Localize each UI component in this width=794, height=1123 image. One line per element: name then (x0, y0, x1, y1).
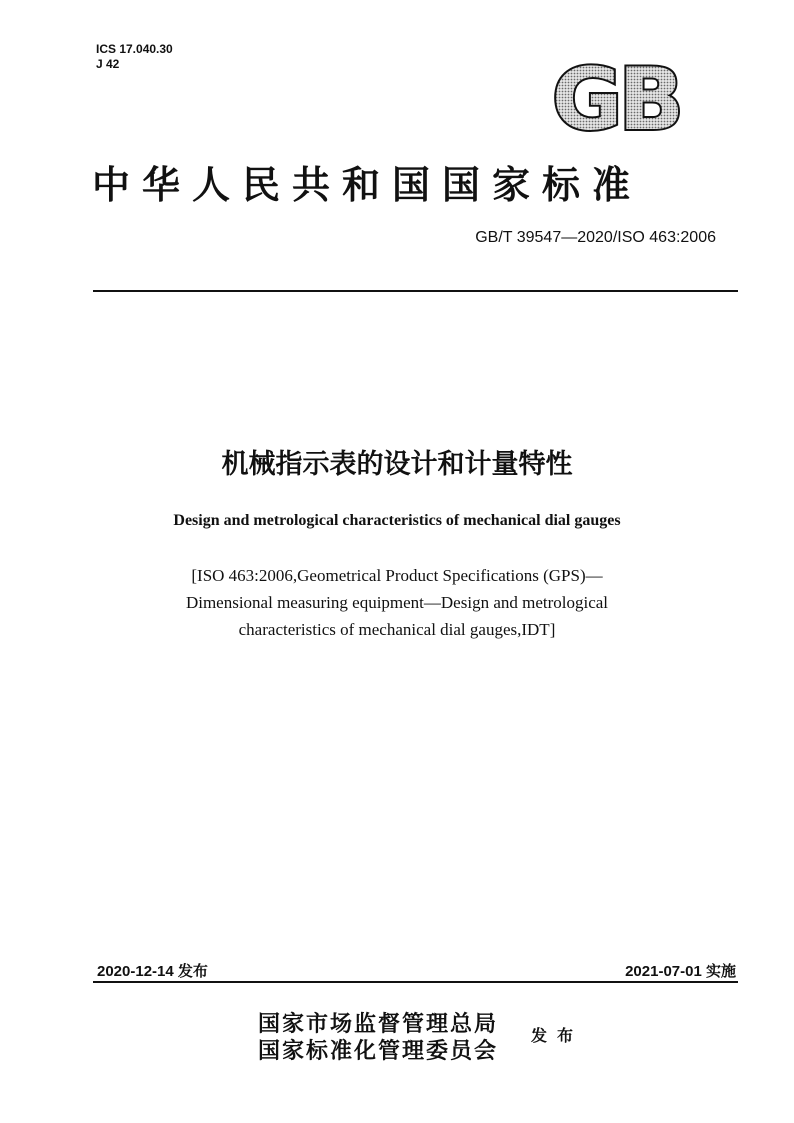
implementation-date: 2021-07-01 实施 (625, 963, 736, 980)
ics-code: ICS 17.040.30 (96, 42, 173, 56)
issue-date: 2020-12-14 发布 (97, 963, 208, 980)
country-standard-title: 中华人民共和国国家标准 (92, 163, 643, 207)
publish-label: 发布 (531, 1026, 584, 1045)
title-chinese: 机械指示表的设计和计量特性 (221, 449, 573, 480)
issuer-name: 国家市场监督管理总局 (258, 1012, 499, 1037)
classification-codes (96, 42, 173, 72)
equivalence-line: characteristics of mechanical dial gauges,IDT] (238, 620, 556, 639)
bottom-divider (93, 981, 738, 983)
ccs-code: J 42 (96, 57, 120, 71)
gb-logo (537, 60, 695, 134)
top-divider (93, 290, 738, 292)
title-english: Design and metrological characteristics of mechanical dial gauges (173, 512, 621, 529)
standard-number: GB/T 39547—2020/ISO 463:2006 (475, 229, 716, 246)
equivalence-line: [ISO 463:2006,Geometrical Product Specifications (GPS)— (191, 566, 603, 585)
equivalence-note (0, 562, 794, 643)
issuer-name: 国家标准化管理委员会 (258, 1039, 499, 1064)
equivalence-line: Dimensional measuring equipment—Design and metrological (185, 593, 609, 612)
issuing-authorities (258, 1011, 498, 1065)
gb-logo-text: GB (551, 60, 681, 134)
